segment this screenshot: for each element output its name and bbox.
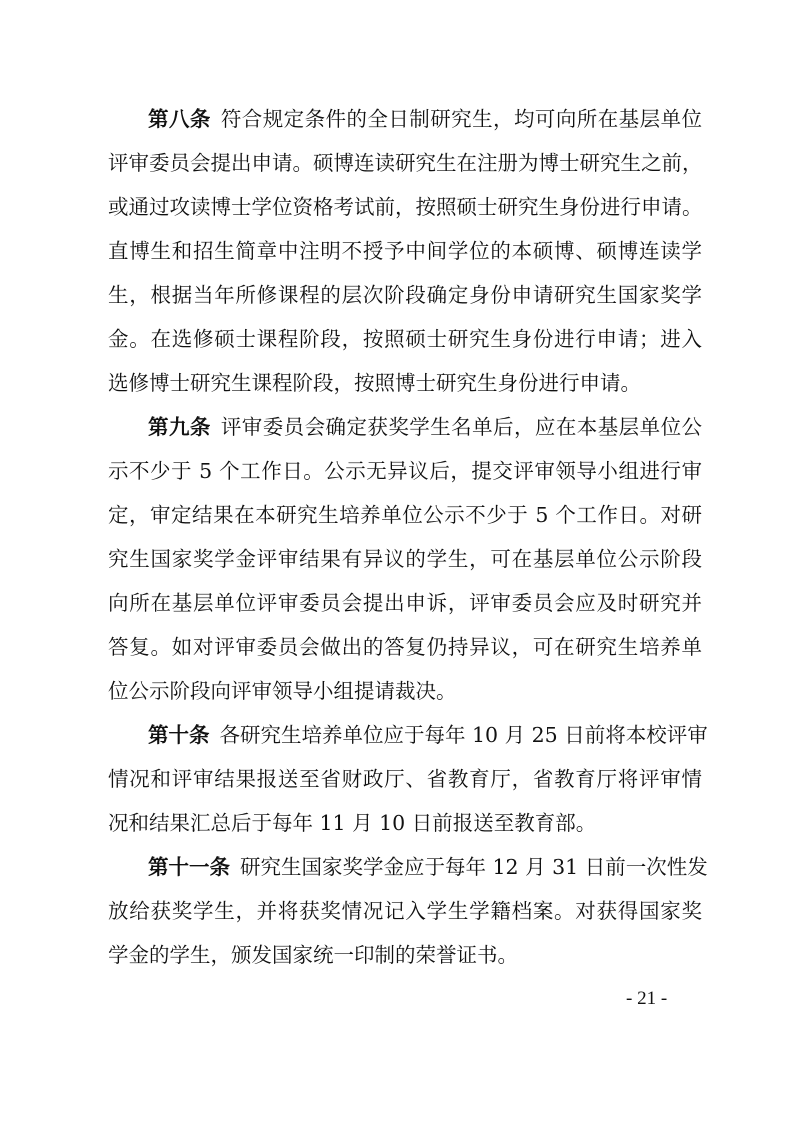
paragraph-line: 或通过攻读博士学位资格考试前，按照硕士研究生身份进行申请。 [108, 195, 703, 219]
line-text: 符合规定条件的全日制研究生，均可向所在基层单位 [220, 107, 703, 131]
paragraph-line: 示不少于 5 个工作日。公示无异议后，提交评审领导小组进行审 [108, 459, 702, 483]
page-number: - 21 - [626, 988, 668, 1009]
paragraph-line: 定，审定结果在本研究生培养单位公示不少于 5 个工作日。对研 [108, 503, 702, 527]
article-9 [108, 405, 702, 713]
paragraph-line: 放给获奖学生，并将获奖情况记入学生学籍档案。对获得国家奖 [108, 899, 702, 923]
paragraph-line: 究生国家奖学金评审结果有异议的学生，可在基层单位公示阶段 [108, 547, 702, 571]
paragraph-line: 情况和评审结果报送至省财政厅、省教育厅，省教育厅将评审情 [108, 767, 702, 791]
paragraph-line [108, 97, 702, 141]
paragraph-line: 选修博士研究生课程阶段，按照博士研究生身份进行申请。 [108, 371, 641, 395]
article-number: 第十一条 [148, 855, 230, 879]
article-11 [108, 845, 708, 977]
paragraph-line: 向所在基层单位评审委员会提出申诉，评审委员会应及时研究并 [108, 591, 702, 615]
paragraph-line: 况和结果汇总后于每年 11 月 10 日前报送至教育部。 [108, 811, 597, 835]
paragraph-line: 评审委员会提出申请。硕博连读研究生在注册为博士研究生之前， [108, 151, 703, 175]
paragraph-line [108, 713, 708, 757]
paragraph-line: 学金的学生，颁发国家统一印制的荣誉证书。 [108, 943, 518, 967]
article-number: 第九条 [148, 415, 211, 439]
paragraph-line: 直博生和招生简章中注明不授予中间学位的本硕博、硕博连读学 [108, 239, 702, 263]
article-8 [108, 97, 702, 405]
document-body [108, 97, 708, 977]
line-text: 评审委员会确定获奖学生名单后，应在本基层单位公 [220, 415, 703, 439]
paragraph-line: 位公示阶段向评审领导小组提请裁决。 [108, 679, 457, 703]
paragraph-line: 生，根据当年所修课程的层次阶段确定身份申请研究生国家奖学 [108, 283, 702, 307]
paragraph-line [108, 405, 702, 449]
article-number: 第八条 [148, 107, 211, 131]
article-number: 第十条 [148, 723, 210, 747]
article-10 [108, 713, 708, 845]
line-text: 各研究生培养单位应于每年 10 月 25 日前将本校评审 [219, 723, 708, 747]
paragraph-line [108, 845, 708, 889]
paragraph-line: 金。在选修硕士课程阶段，按照硕士研究生身份进行申请；进入 [108, 327, 702, 351]
line-text: 研究生国家奖学金应于每年 12 月 31 日前一次性发 [240, 855, 708, 879]
paragraph-line: 答复。如对评审委员会做出的答复仍持异议，可在研究生培养单 [108, 635, 702, 659]
